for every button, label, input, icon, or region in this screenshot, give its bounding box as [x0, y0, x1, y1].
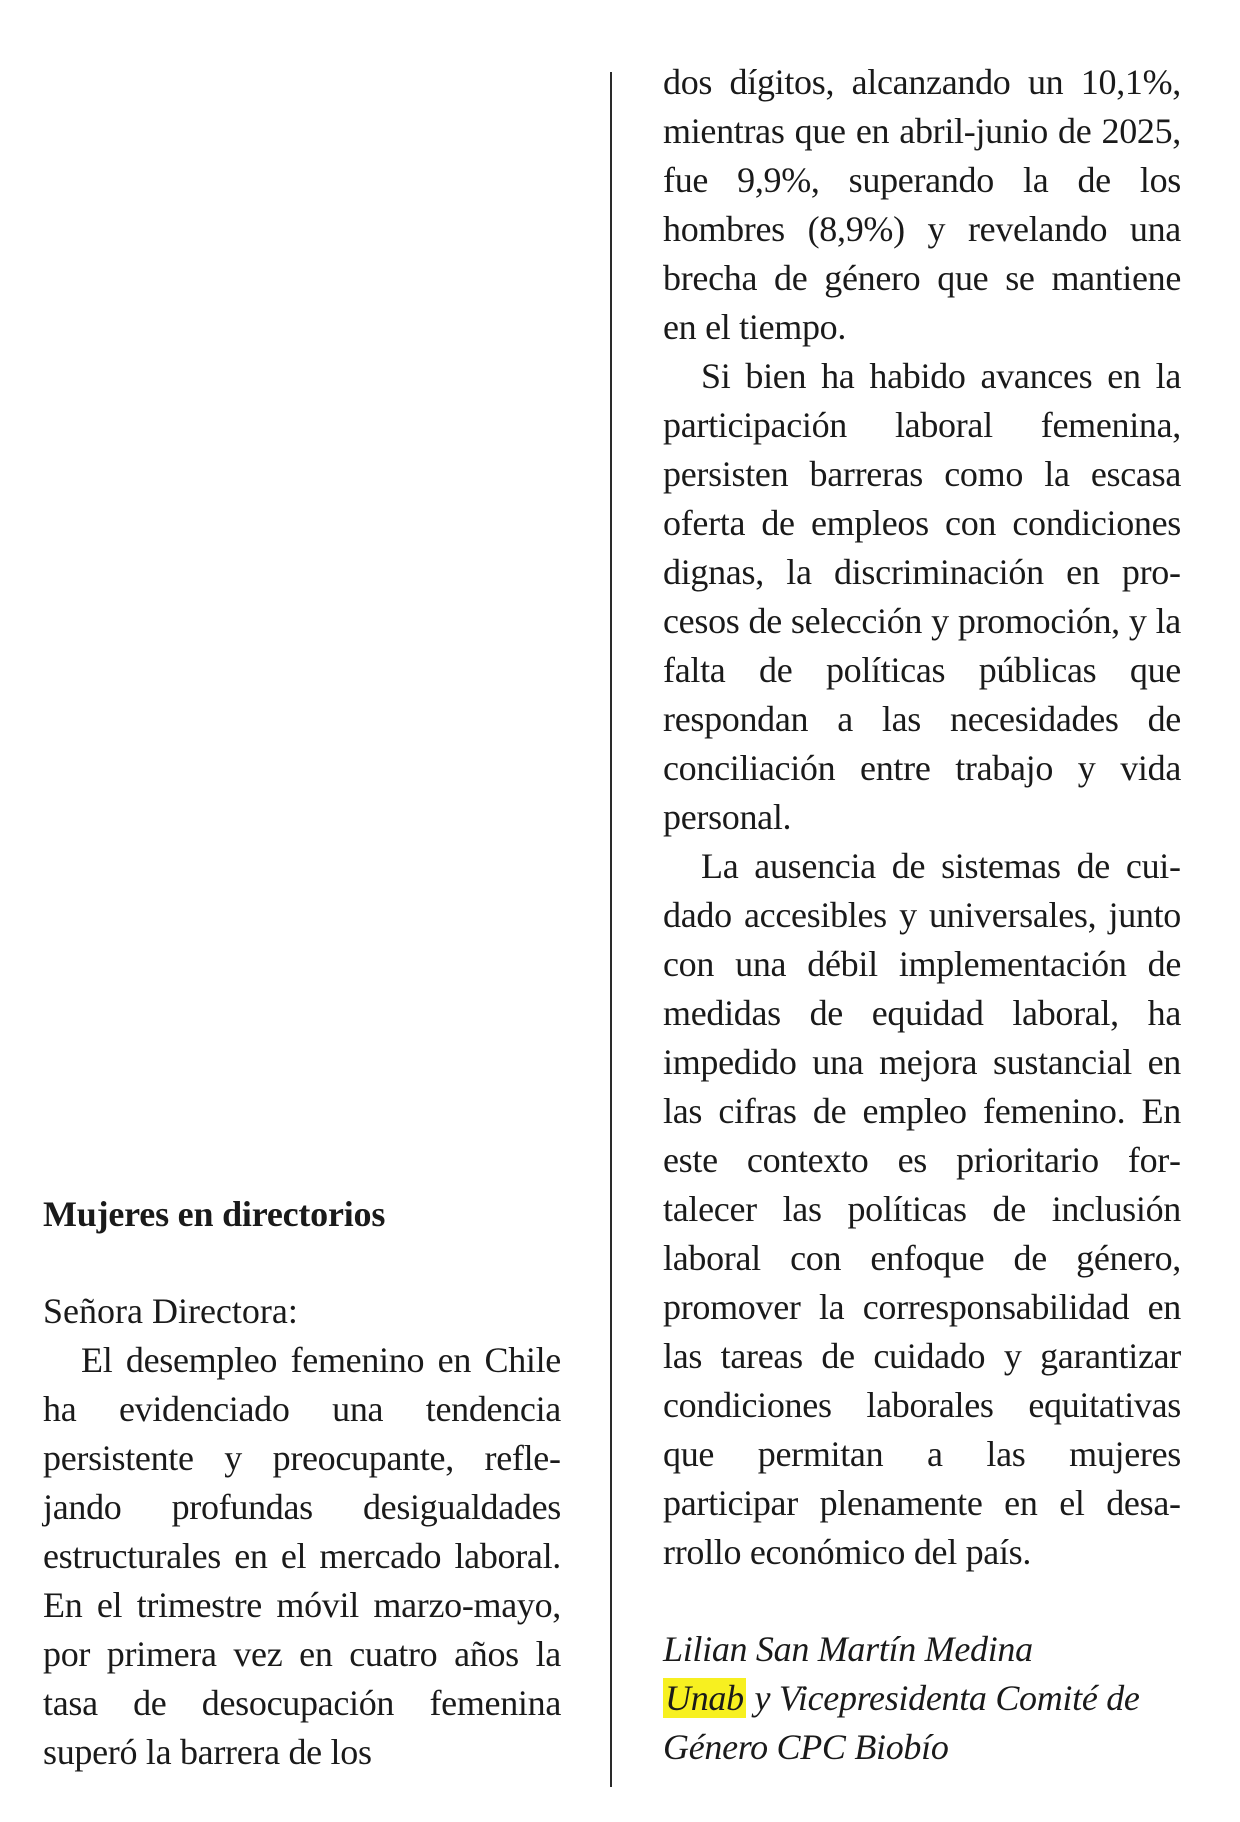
column-divider — [610, 72, 612, 1787]
letter-paragraph-3: La ausencia de sistemas de cuidado accesibles y universales, junto con una débil implementación de medidas de equidad laboral, ha impedido una mejora sustancial en las cifras de empleo femenino. En este contexto es prioritario fortalecer las políticas de inclusión laboral con enfoque de género, promover la corresponsabilidad en las tareas de cuidado y garantizar condiciones laborales equitativas que permitan a las mujeres participar plenamente en el desarrollo económico del país. — [663, 846, 1181, 1572]
letter-headline: Mujeres en directorios — [43, 1194, 386, 1234]
letter-signature — [663, 1625, 1181, 1772]
letter-salutation: Señora Directora: — [43, 1291, 298, 1331]
letter-paragraph-1-end: dos dígitos, alcanzando un 10,1%, mientras que en abril-junio de 2025, fue 9,9%, superando la de los hombres (8,9%) y revelando una brecha de género que se mantiene en el tiempo. — [663, 62, 1181, 347]
right-column — [663, 58, 1181, 1772]
signature-affiliation-line — [663, 1674, 1181, 1723]
signature-role: y Vicepresidenta Comité de — [754, 1678, 1140, 1718]
letter-paragraph-2: Si bien ha habido avances en la participación laboral femenina, persisten barreras como la escasa oferta de empleos con condiciones dignas, la discriminación en procesos de selección y promoción, y la falta de políticas públicas que respondan a las necesidades de conciliación entre trabajo y vida personal. — [663, 356, 1181, 837]
highlighted-institution: Unab — [665, 1678, 744, 1718]
left-column — [43, 0, 561, 1822]
letter-paragraph-1-start: El desempleo femenino en Chile ha evidenciado una tendencia persistente y preocupante, reflejando profundas desigualdades estructurales en el mercado laboral. En el trimestre móvil marzo-mayo, por primera vez en cuatro años la tasa de desocupación femenina superó la barrera de los — [43, 1340, 561, 1772]
signature-role-continued: Género CPC Biobío — [663, 1727, 949, 1767]
signature-name: Lilian San Martín Medina — [663, 1629, 1033, 1669]
